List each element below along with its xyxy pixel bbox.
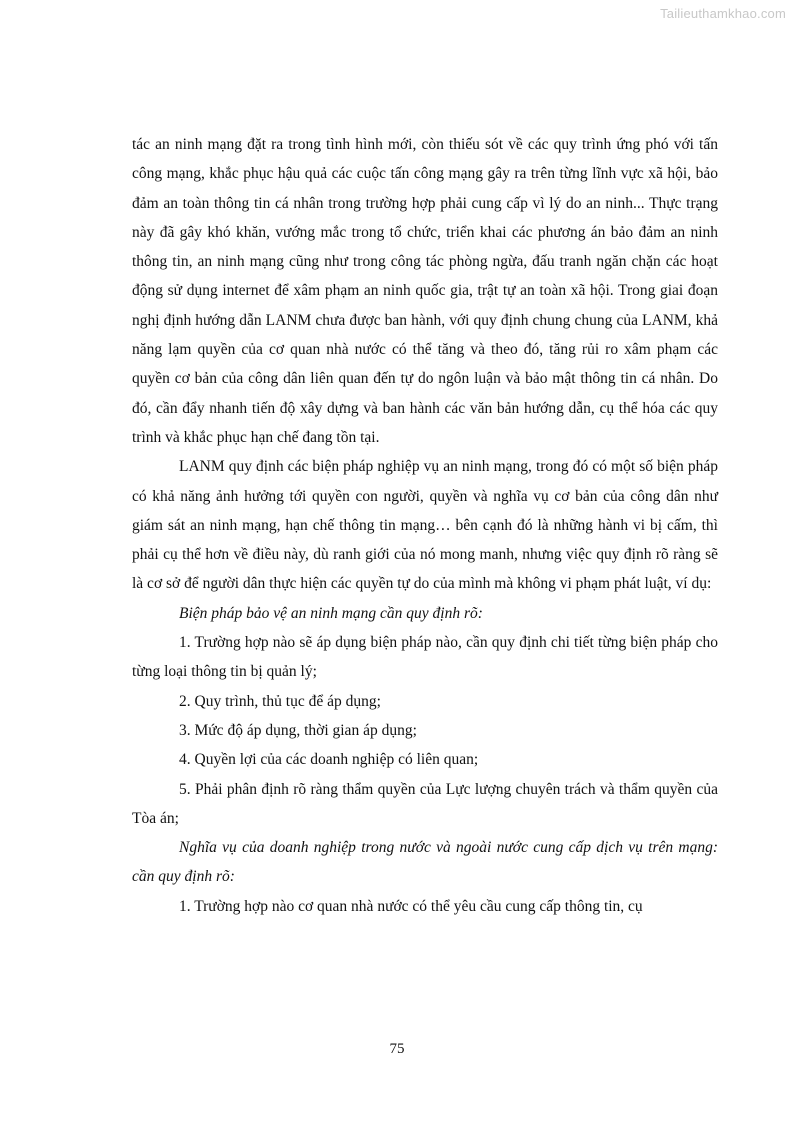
paragraph-2: LANM quy định các biện pháp nghiệp vụ an ninh mạng, trong đó có một số biện pháp có khả năng ảnh hưởng tới quyền con người, quyền và nghĩa vụ cơ bản của công dân như giám sát an ninh mạng, hạn chế thông tin mạng… bên cạnh đó là những hành vi bị cấm, thì phải cụ thể hơn về điều này, dù ranh giới của nó mong manh, nhưng việc quy định rõ ràng sẽ là cơ sở để người dân thực hiện các quyền tự do của mình mà không vi phạm phát luật, ví dụ: bbox=[132, 458, 718, 593]
document-body bbox=[132, 130, 718, 921]
list-item: 5. Phải phân định rõ ràng thẩm quyền của Lực lượng chuyên trách và thẩm quyền của Tòa án; bbox=[132, 780, 718, 827]
list-item: 1. Trường hợp nào cơ quan nhà nước có thể yêu cầu cung cấp thông tin, cụ bbox=[179, 897, 643, 915]
paragraph-1: tác an ninh mạng đặt ra trong tình hình mới, còn thiếu sót về các quy trình ứng phó với tấn công mạng, khắc phục hậu quả các cuộc tấn công mạng gây ra trên từng lĩnh vực xã hội, bảo đảm an toàn thông tin cá nhân trong trường hợp phải cung cấp vì lý do an ninh... Thực trạng này đã gây khó khăn, vướng mắc trong tổ chức, triển khai các phương án bảo đảm an ninh thông tin, an ninh mạng cũng như trong công tác phòng ngừa, đấu tranh ngăn chặn các hoạt động sử dụng internet để xâm phạm an ninh quốc gia, trật tự an toàn xã hội. Trong giai đoạn nghị định hướng dẫn LANM chưa được ban hành, với quy định chung chung của LANM, khả năng lạm quyền của cơ quan nhà nước có thể tăng và theo đó, tăng rủi ro xâm phạm các quyền cơ bản của công dân liên quan đến tự do ngôn luận và bảo mật thông tin cá nhân. Do đó, cần đẩy nhanh tiến độ xây dựng và ban hành các văn bản hướng dẫn, cụ thể hóa các quy trình và khắc phục hạn chế đang tồn tại. bbox=[132, 136, 718, 446]
page-number: 75 bbox=[389, 1041, 405, 1057]
list-item: 3. Mức độ áp dụng, thời gian áp dụng; bbox=[179, 721, 417, 739]
watermark-text: Tailieuthamkhao.com bbox=[660, 6, 786, 21]
subheading-business-obligations: Nghĩa vụ của doanh nghiệp trong nước và ngoài nước cung cấp dịch vụ trên mạng: cần quy định rõ: bbox=[132, 839, 718, 886]
list-item: 2. Quy trình, thủ tục để áp dụng; bbox=[179, 692, 381, 710]
list-item: 4. Quyền lợi của các doanh nghiệp có liên quan; bbox=[179, 751, 479, 769]
list-item: 1. Trường hợp nào sẽ áp dụng biện pháp nào, cần quy định chi tiết từng biện pháp cho từng loại thông tin bị quản lý; bbox=[132, 634, 718, 681]
subheading-security-measures: Biện pháp bảo vệ an ninh mạng cần quy định rõ: bbox=[179, 604, 483, 622]
